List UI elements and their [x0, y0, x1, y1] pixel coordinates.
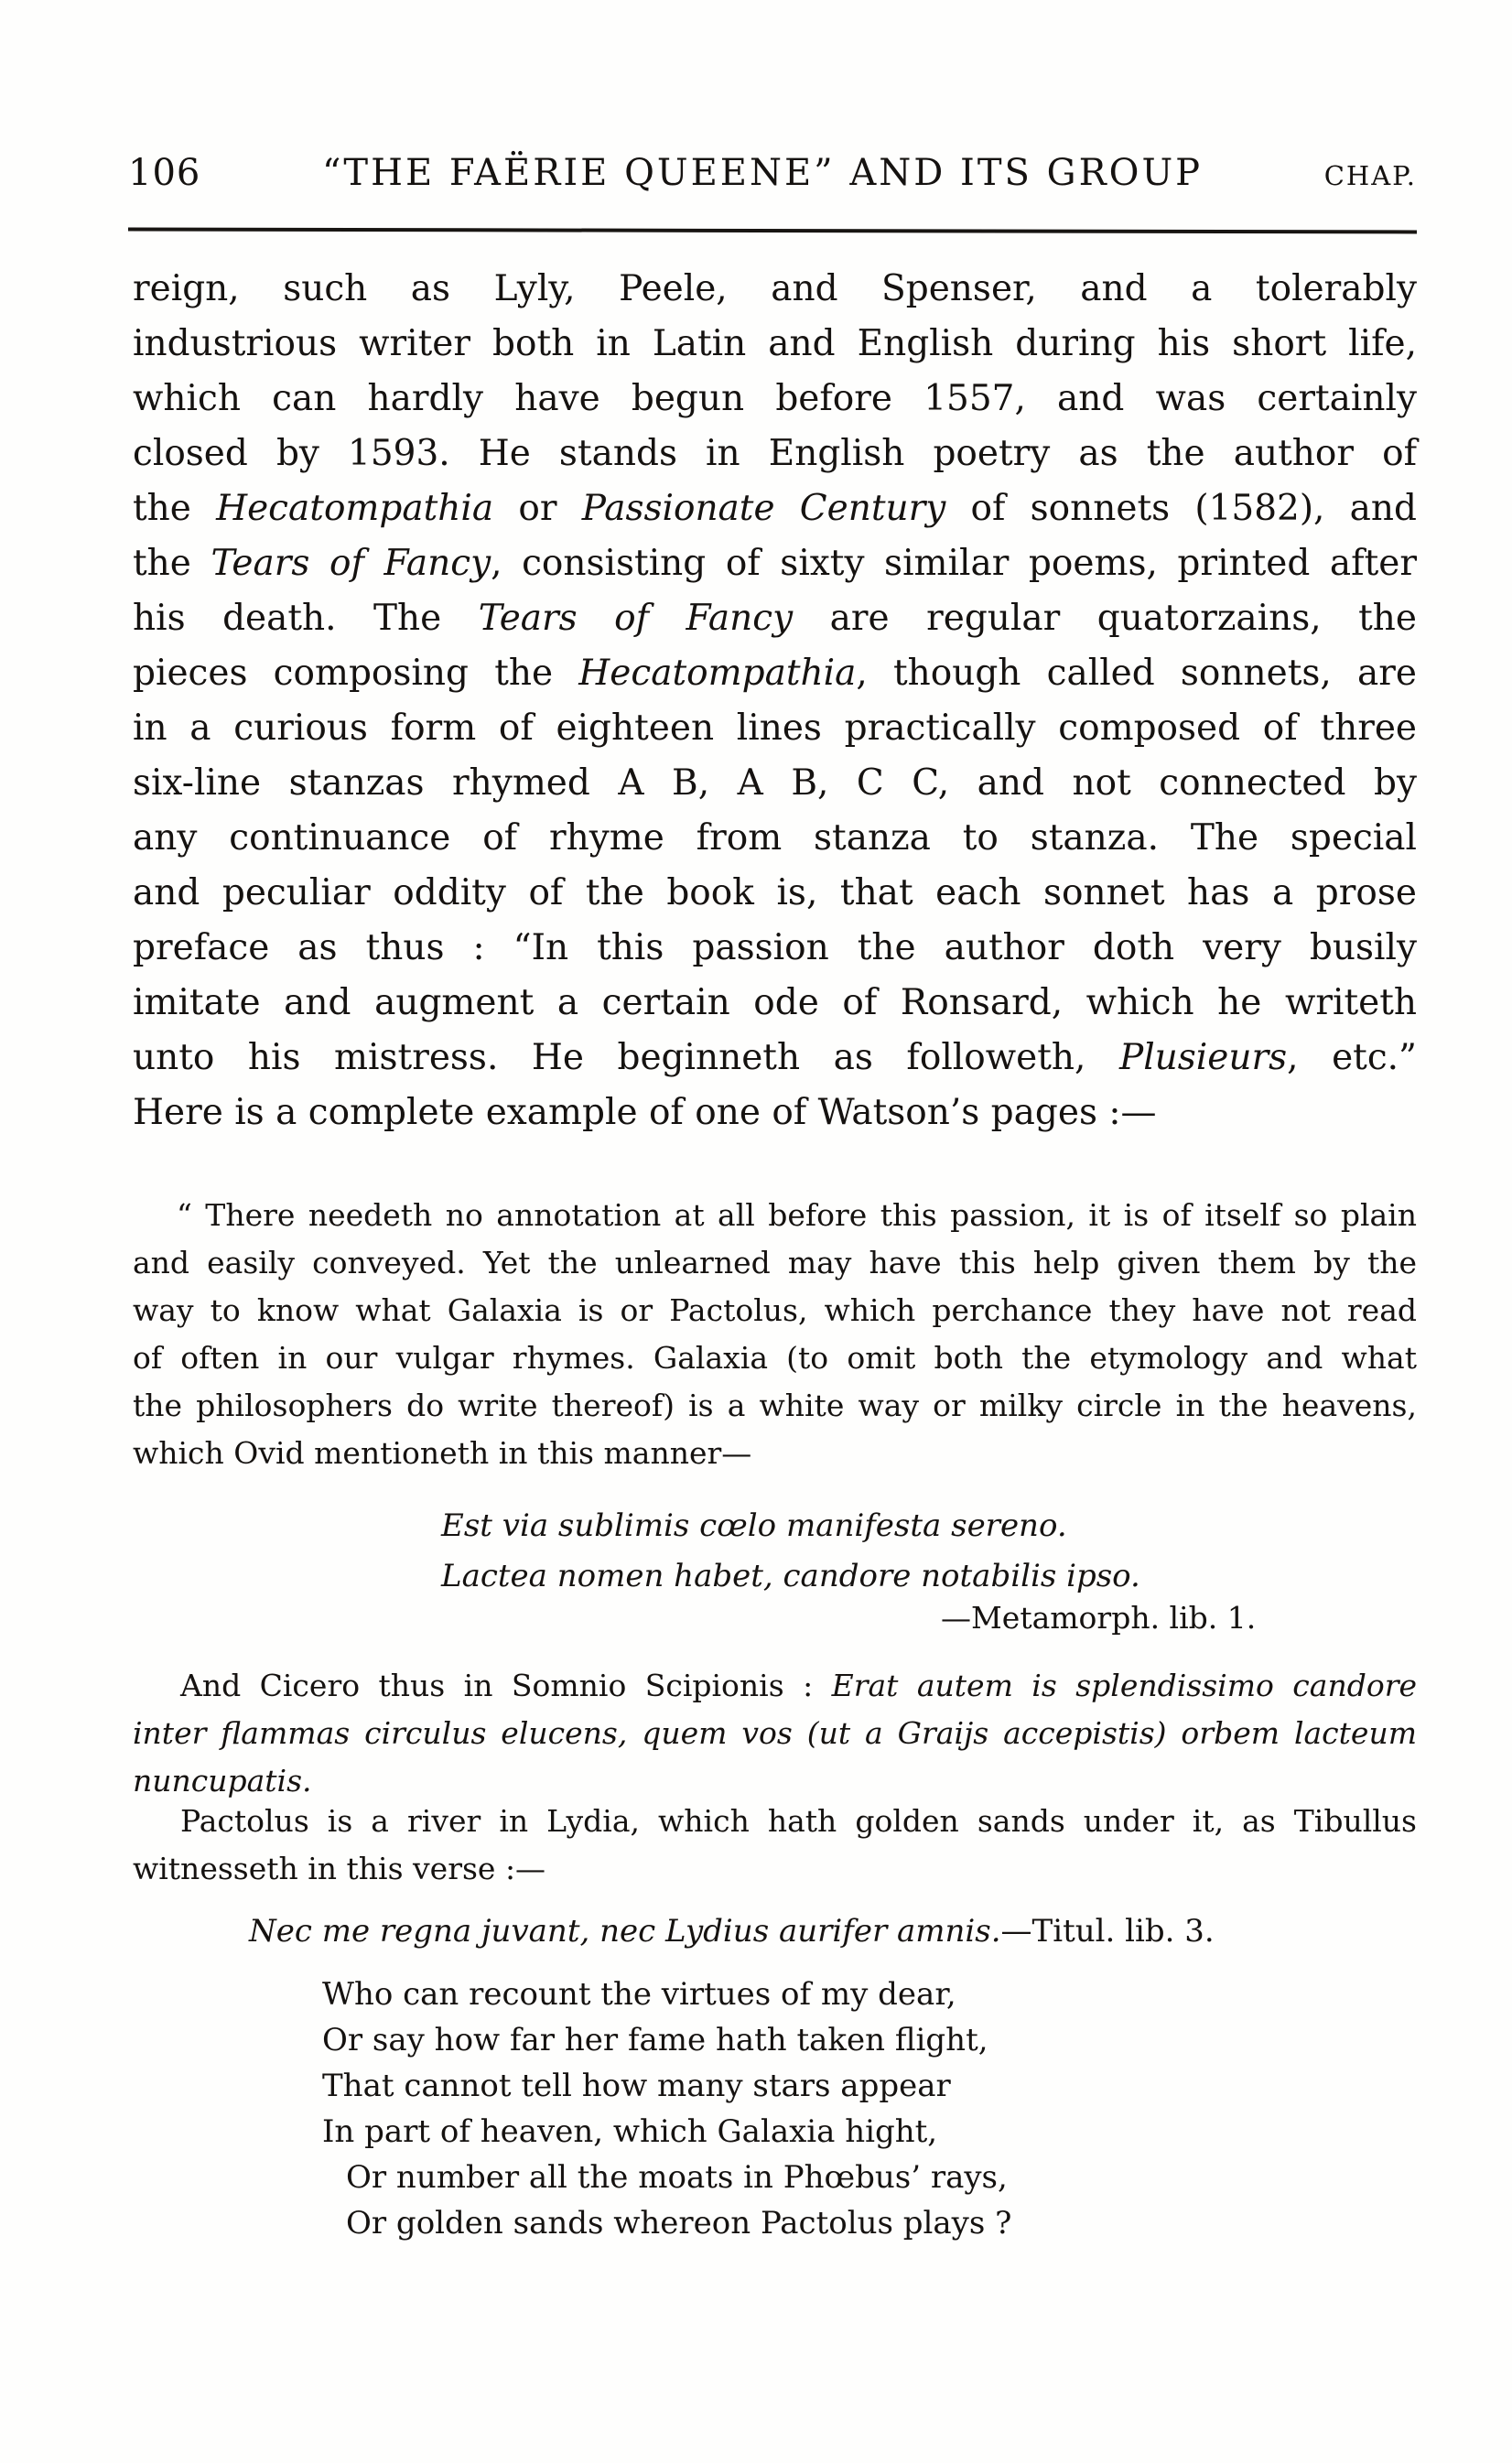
- text-line: That cannot tell how many stars appear: [322, 2068, 951, 2104]
- running-title: “THE FAËRIE QUEENE” AND ITS GROUP: [321, 152, 1204, 194]
- roman-text: pieces composing the: [133, 653, 579, 694]
- text-line: [133, 591, 1417, 646]
- text-line: [133, 921, 1417, 976]
- roman-text: Here is a complete example of one of Watson’s pages :—: [133, 1092, 1157, 1133]
- italic-text: Hecatompathia: [216, 488, 494, 529]
- roman-text: in a curious form of eighteen lines practically composed of three: [133, 708, 1417, 749]
- text-line: the philosophers do write thereof) is a white way or milky circle in the heavens,: [133, 1388, 1417, 1423]
- page-number: 106: [128, 152, 201, 194]
- main-paragraph: [133, 262, 1417, 1140]
- italic-text: nuncupatis.: [133, 1763, 312, 1799]
- text-line: In part of heaven, which Galaxia hight,: [322, 2113, 938, 2150]
- quoted-annotation-paragraph: [133, 1192, 1417, 1477]
- roman-text: any continuance of rhyme from stanza to stanza. The special: [133, 817, 1417, 859]
- roman-text: imitate and augment a certain ode of Ronsard, which he writeth: [133, 982, 1417, 1023]
- roman-text: or: [493, 488, 582, 529]
- italic-text: Tears of Fancy: [478, 598, 794, 639]
- roman-text: , etc.”: [1287, 1037, 1417, 1078]
- text-line: Or say how far her fame hath taken flight,: [322, 2022, 988, 2058]
- text-line: Or number all the moats in Phœbus’ rays,: [346, 2159, 1008, 2196]
- roman-text: his death. The: [133, 598, 479, 639]
- italic-text: Plusieurs: [1118, 1037, 1288, 1078]
- text-line: [133, 536, 1417, 591]
- roman-text: witnesseth in this verse :—: [133, 1851, 546, 1886]
- roman-text: and peculiar oddity of the book is, that each sonnet has a prose: [133, 872, 1417, 913]
- text-line: [133, 1031, 1417, 1086]
- chapter-label: CHAP.: [1323, 160, 1417, 191]
- text-line: and easily conveyed. Yet the unlearned may have this help given them by the: [133, 1245, 1417, 1280]
- header-rule: [128, 228, 1417, 234]
- italic-text: Nec me regna juvant, nec Lydius aurifer amnis.: [249, 1913, 1001, 1950]
- roman-text: preface as thus : “In this passion the author doth very busily: [133, 927, 1417, 968]
- text-line: [133, 811, 1417, 866]
- text-line: [133, 976, 1417, 1031]
- pactolus-paragraph: [133, 1798, 1417, 1893]
- text-line: [133, 701, 1417, 756]
- text-line: [133, 1845, 1417, 1893]
- ovid-latin-verse: [441, 1501, 1140, 1602]
- text-line: Or golden sands whereon Pactolus plays ?: [346, 2205, 1012, 2242]
- text-line: [133, 866, 1417, 921]
- text-line: [133, 1086, 1417, 1140]
- watson-poem: [322, 1971, 1011, 2246]
- text-line: way to know what Galaxia is or Pactolus, which perchance they have not read: [133, 1292, 1417, 1328]
- roman-text: , though called sonnets, are: [856, 653, 1417, 694]
- text-line: of often in our vulgar rhymes. Galaxia (to omit both the etymology and what: [133, 1340, 1417, 1376]
- text-line: [133, 1710, 1417, 1757]
- text-line: Est via sublimis cœlo manifesta sereno.: [441, 1507, 1067, 1544]
- italic-text: Erat autem is splendissimo candore: [831, 1668, 1417, 1703]
- roman-text: are regular quatorzains, the: [793, 598, 1417, 639]
- text-line: [133, 756, 1417, 811]
- roman-text: the: [133, 488, 217, 529]
- text-line: “ There needeth no annotation at all before this passion, it is of itself so plain: [177, 1197, 1417, 1233]
- text-line: [133, 262, 1417, 317]
- roman-text: the: [133, 543, 211, 584]
- roman-text: of sonnets (1582), and: [945, 488, 1417, 529]
- roman-text: And Cicero thus in Somnio Scipionis :: [180, 1668, 832, 1703]
- roman-text: unto his mistress. He beginneth as followeth,: [133, 1037, 1119, 1078]
- roman-text: , consisting of sixty similar poems, printed after: [491, 543, 1417, 584]
- roman-text: six-line stanzas rhymed A B, A B, C C, and not connected by: [133, 762, 1417, 804]
- italic-text: Hecatompathia: [578, 653, 857, 694]
- text-line: which Ovid mentioneth in this manner—: [133, 1435, 752, 1471]
- roman-text: —Titul. lib. 3.: [1000, 1913, 1215, 1950]
- text-line: Lactea nomen habet, candore notabilis ipso.: [441, 1558, 1140, 1594]
- italic-text: inter flammas circulus elucens, quem vos (ut a Graijs accepistis) orbem lacteum: [133, 1715, 1417, 1751]
- roman-text: reign, such as Lyly, Peele, and Spenser, and a tolerably: [133, 268, 1417, 309]
- text-line: [133, 481, 1417, 536]
- roman-text: which can hardly have begun before 1557, and was certainly: [133, 378, 1417, 419]
- roman-text: closed by 1593. He stands in English poetry as the author of: [133, 433, 1417, 474]
- roman-text: Pactolus is a river in Lydia, which hath golden sands under it, as Tibullus: [180, 1803, 1417, 1839]
- roman-text: industrious writer both in Latin and English during his short life,: [133, 323, 1417, 364]
- italic-text: Tears of Fancy: [211, 543, 491, 584]
- text-line: [133, 1662, 1417, 1710]
- tibullus-verse-line: [249, 1907, 1215, 1955]
- text-line: [133, 317, 1417, 372]
- text-line: [133, 1798, 1417, 1845]
- page-header: [128, 152, 1417, 194]
- italic-text: Passionate Century: [581, 488, 946, 529]
- verse-attribution: —Metamorph. lib. 1.: [941, 1600, 1257, 1636]
- cicero-paragraph: [133, 1662, 1417, 1805]
- text-line: [133, 427, 1417, 481]
- text-line: Who can recount the virtues of my dear,: [322, 1976, 956, 2013]
- text-line: [249, 1907, 1215, 1955]
- text-line: [133, 646, 1417, 701]
- text-line: [133, 372, 1417, 427]
